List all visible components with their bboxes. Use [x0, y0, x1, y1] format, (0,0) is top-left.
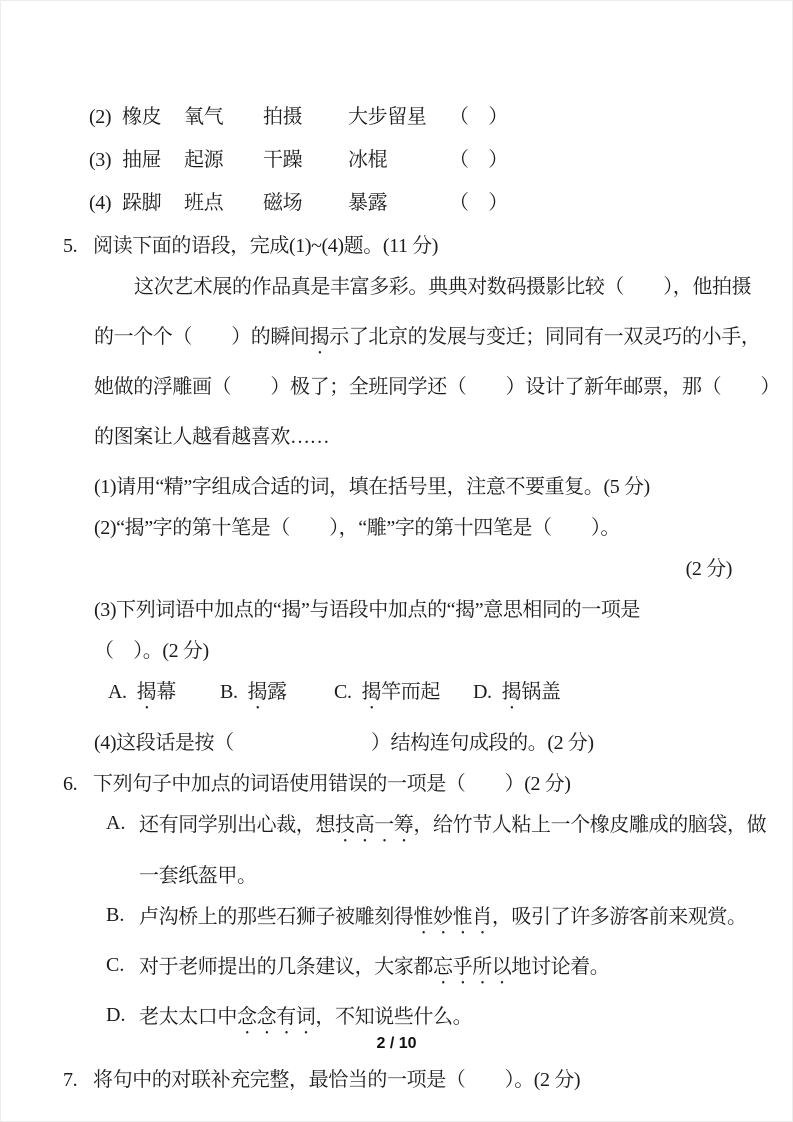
- question-stem: 将句中的对联补充完整，最恰当的一项是（ ）。(2 分): [93, 1069, 581, 1091]
- dotted-term: 忘乎所以: [433, 956, 512, 978]
- option-segment: 地讨论着。: [511, 956, 610, 978]
- option-segment: 对于老师提出的几条建议，大家都: [139, 956, 433, 978]
- option-segment: ，不知说些什么。: [315, 1006, 473, 1028]
- option-b: [220, 679, 334, 714]
- option-text: 锅盖: [521, 681, 561, 703]
- question-7: [63, 1067, 732, 1093]
- option-c: [334, 679, 473, 714]
- q5-sub1: [94, 474, 732, 500]
- q5-sub4: [94, 730, 732, 756]
- question-5-stem-line: [63, 233, 732, 259]
- row-label: (4): [89, 192, 112, 214]
- dotted-term: 惟妙惟肖: [413, 906, 492, 928]
- dotted-term: 揭: [309, 326, 330, 348]
- option-d: [473, 679, 560, 714]
- row-word: 冰棍: [348, 149, 388, 171]
- sub-label: (2): [94, 517, 117, 539]
- dotted-term: 技高一筹: [335, 814, 414, 836]
- option-line: [139, 1004, 472, 1039]
- dotted-term: 揭: [501, 681, 522, 703]
- option-segment: 卢沟桥上的那些石狮子被雕刻得: [139, 906, 414, 928]
- exam-content: [63, 104, 780, 1108]
- option-text: 幕: [156, 681, 176, 703]
- option-letter: A.: [108, 681, 127, 703]
- option-letter: C.: [334, 681, 352, 703]
- q6-option-a: [106, 812, 767, 889]
- row-word: 大步留星: [348, 106, 427, 128]
- question-6-stem-line: [63, 771, 732, 797]
- option-line: [139, 954, 609, 989]
- q6-option-d: [106, 1004, 732, 1039]
- option-line: [139, 904, 747, 939]
- sub-text: “揭”字的第十笔是（ ），“雕”字的第十四笔是（ ）。: [116, 517, 621, 539]
- passage-text: 这次艺术展的作品真是丰富多彩。典典对数码摄影比较（ ），他拍摄: [134, 276, 752, 298]
- dotted-term: 揭: [247, 681, 268, 703]
- q5-sub3-options: [108, 679, 732, 714]
- row-word: 跺脚: [122, 192, 162, 214]
- sub-text: 请用“精”字组成合适的词，填在括号里，注意不要重复。(5 分): [116, 476, 650, 498]
- option-text: [139, 954, 609, 989]
- option-letter: D.: [473, 681, 492, 703]
- question-5: [63, 233, 780, 756]
- option-text: [139, 812, 766, 889]
- option-text: 竿而起: [381, 681, 440, 703]
- row-label: (3): [89, 149, 112, 171]
- word-row-3: [89, 147, 732, 173]
- passage-line: [94, 324, 761, 359]
- question-stem: 阅读下面的语段，完成(1)~(4)题。(11 分): [93, 235, 439, 257]
- option-segment: 老太太口中: [139, 1006, 237, 1028]
- row-word: 班点: [184, 192, 224, 214]
- q5-sub3-line2: （ ）。(2 分): [94, 640, 209, 662]
- option-letter: B.: [220, 681, 238, 703]
- passage-text: 的一个个（ ）的瞬间: [94, 326, 310, 348]
- page-number: 2 / 10: [376, 1035, 417, 1052]
- passage-text: 示了北京的发展与变迁；同同有一双灵巧的小手，: [329, 326, 761, 348]
- row-word: 氧气: [184, 106, 224, 128]
- row-word: 橡皮: [122, 106, 162, 128]
- passage-text: 的图案让人越看越喜欢……: [94, 426, 330, 448]
- dotted-term: 揭: [136, 681, 157, 703]
- answer-bracket: （ ）: [449, 192, 508, 214]
- dotted-term: 念念有词: [237, 1006, 316, 1028]
- question-7-stem-line: [63, 1067, 732, 1093]
- option-text: [139, 904, 747, 939]
- row-word: 拍摄: [263, 106, 303, 128]
- q5-sub2-score: (2 分): [685, 558, 732, 580]
- q4-word-rows: [63, 104, 732, 216]
- row-word: 起源: [184, 149, 224, 171]
- q6-option-c: [106, 954, 732, 989]
- answer-bracket: （ ）: [449, 106, 508, 128]
- option-segment: ，给竹节人粘上一个橡皮雕成的脑袋，做: [413, 814, 767, 836]
- answer-bracket: （ ）: [449, 149, 508, 171]
- option-line: [139, 812, 766, 847]
- word-row-4: [89, 190, 732, 216]
- row-word: 干躁: [263, 149, 303, 171]
- q5-sub3-line1: [94, 597, 732, 623]
- question-number: 6.: [63, 773, 78, 795]
- question-number: 5.: [63, 235, 78, 257]
- row-word: 磁场: [263, 192, 303, 214]
- question-number: 7.: [63, 1069, 78, 1091]
- row-word: 暴露: [348, 192, 388, 214]
- sub-label: (3): [94, 599, 117, 621]
- passage-text: 她做的浮雕画（ ）极了；全班同学还（ ）设计了新年邮票，那（ ）: [94, 376, 780, 398]
- option-text: 露: [267, 681, 287, 703]
- option-segment: ，吸引了许多游客前来观赏。: [491, 906, 747, 928]
- passage-line: [94, 424, 732, 459]
- word-row-2: [89, 104, 732, 130]
- q5-sub2: [94, 515, 732, 541]
- option-line: 一套纸盔甲。: [139, 865, 257, 887]
- question-6: [63, 771, 767, 1039]
- sub-label: (4): [94, 732, 117, 754]
- row-label: (2): [89, 106, 112, 128]
- dotted-term: 揭: [361, 681, 382, 703]
- option-letter: C.: [106, 954, 125, 976]
- option-text: [139, 1004, 472, 1039]
- sub-text: 这段话是按（ ）结构连句成段的。(2 分): [116, 732, 594, 754]
- option-letter: A.: [106, 812, 126, 834]
- passage-line: [94, 374, 780, 409]
- option-letter: B.: [106, 904, 125, 926]
- q5-passage: [94, 274, 780, 459]
- question-stem: 下列句子中加点的词语使用错误的一项是（ ）(2 分): [93, 773, 571, 795]
- row-word: 抽屉: [122, 149, 162, 171]
- q6-option-b: [106, 904, 747, 939]
- sub-label: (1): [94, 476, 117, 498]
- option-letter: D.: [106, 1004, 126, 1026]
- sub-text: 下列词语中加点的“揭”与语段中加点的“揭”意思相同的一项是: [116, 599, 641, 621]
- option-a: [108, 679, 220, 714]
- option-segment: 还有同学别出心裁，想: [139, 814, 335, 836]
- passage-line: [94, 274, 752, 309]
